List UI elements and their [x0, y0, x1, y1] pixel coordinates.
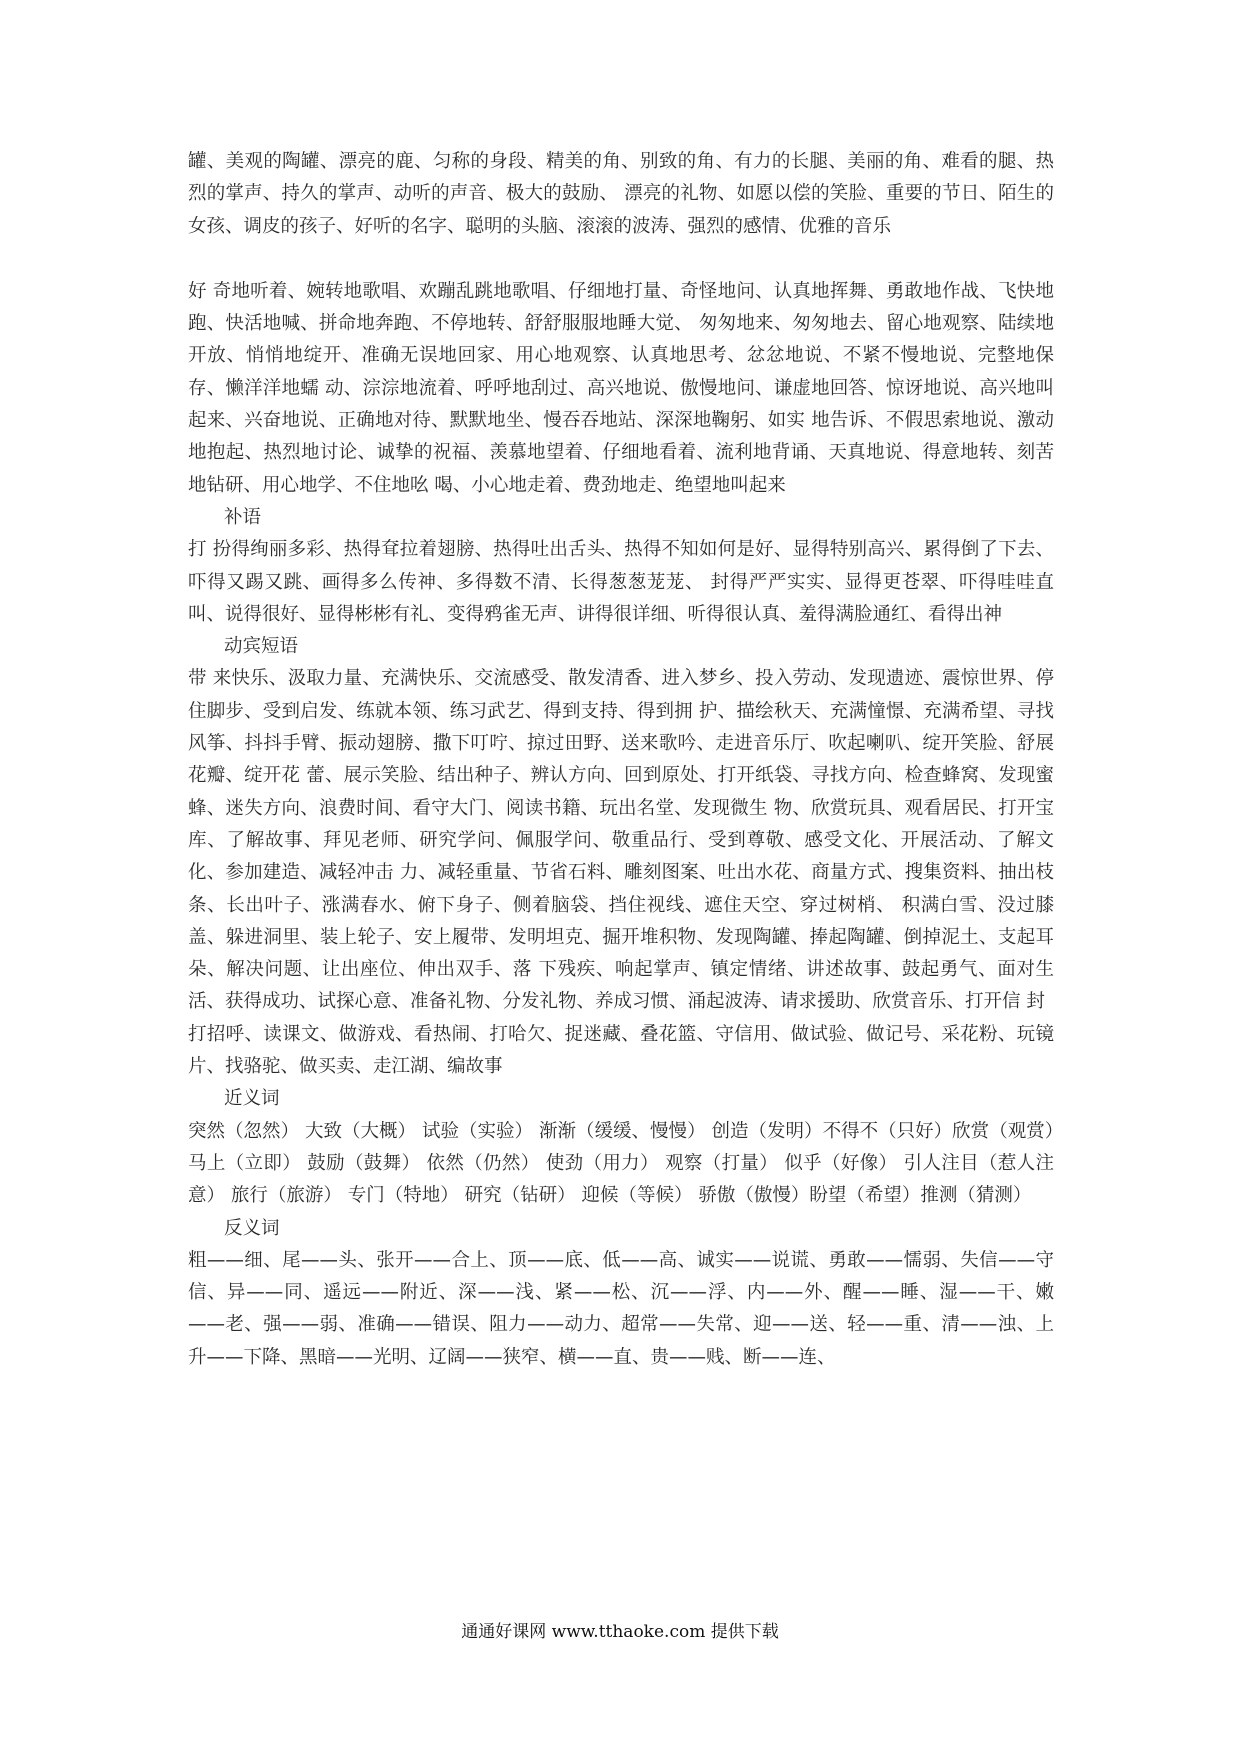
section-heading: 动宾短语 [224, 636, 299, 658]
paragraph: 粗——细、尾——头、张开——合上、顶——底、低——高、诚实——说谎、勇敢——懦弱、失信——守信、异——同、遥远——附近、深——浅、紧——松、沉——浮、内——外、醒——睡、湿——干、嫩——老、强——弱、准确——错误、阻力——动力、超常——失常、迎——送、轻——重、清——浊、上升——下降、黑暗——光明、辽阔——狭窄、横——直、贵——贱、断——连、 [188, 1249, 1054, 1368]
paragraph: 罐、美观的陶罐、漂亮的鹿、匀称的身段、精美的角、别致的角、有力的长腿、美丽的角、难看的腿、热烈的掌声、持久的掌声、动听的声音、极大的鼓励、 漂亮的礼物、如愿以偿的笑脸、重要的节日、陌生的女孩、调皮的孩子、好听的名字、聪明的头脑、滚滚的波涛、强烈的感情、优雅的音乐 [188, 151, 1054, 237]
paragraph: 带 来快乐、汲取力量、充满快乐、交流感受、散发清香、进入梦乡、投入劳动、发现遗迹、震惊世界、停住脚步、受到启发、练就本领、练习武艺、得到支持、得到拥 护、描绘秋天、充满憧憬、充满希望、寻找风筝、抖抖手臂、振动翅膀、撒下叮咛、掠过田野、送来歌吟、走进音乐厅、吹起喇叭、绽开笑脸、舒展花瓣、绽开花 蕾、展示笑脸、结出种子、辨认方向、回到原处、打开纸袋、寻找方向、检查蜂窝、发现蜜蜂、迷失方向、浪费时间、看守大门、阅读书籍、玩出名堂、发现微生 物、欣赏玩具、观看居民、打开宝库、了解故事、拜见老师、研究学问、佩服学问、敬重品行、受到尊敬、感受文化、开展活动、了解文化、参加建造、减轻冲击 力、减轻重量、节省石料、雕刻图案、吐出水花、商量方式、搜集资料、抽出枝条、长出叶子、涨满春水、俯下身子、侧着脑袋、挡住视线、遮住天空、穿过树梢、 积满白雪、没过膝盖、躲进洞里、装上轮子、安上履带、发明坦克、掘开堆积物、发现陶罐、捧起陶罐、倒掉泥土、支起耳朵、解决问题、让出座位、伸出双手、落 下残疾、响起掌声、镇定情绪、讲述故事、鼓起勇气、面对生活、获得成功、试探心意、准备礼物、分发礼物、养成习惯、涌起波涛、请求援助、欣赏音乐、打开信 封 [188, 668, 1054, 1013]
section-heading: 补语 [224, 506, 262, 528]
paragraph: 打招呼、读课文、做游戏、看热闹、打哈欠、捉迷藏、叠花篮、守信用、做试验、做记号、采花粉、玩镜片、找骆驼、做买卖、走江湖、编故事 [188, 1023, 1054, 1078]
paragraph-gap [188, 243, 1054, 276]
paragraph: 好 奇地听着、婉转地歌唱、欢蹦乱跳地歌唱、仔细地打量、奇怪地问、认真地挥舞、勇敢地作战、飞快地跑、快活地喊、拼命地奔跑、不停地转、舒舒服服地睡大觉、 匆匆地来、匆匆地去、留心地观察、陆续地开放、悄悄地绽开、准确无误地回家、用心地观察、认真地思考、忿忿地说、不紧不慢地说、完整地保存、懒洋洋地蠕 动、淙淙地流着、呼呼地刮过、高兴地说、傲慢地问、谦虚地回答、惊讶地说、高兴地叫起来、兴奋地说、正确地对待、默默地坐、慢吞吞地站、深深地鞠躬、如实 地告诉、不假思索地说、激动地抱起、热烈地讨论、诚挚的祝福、羡慕地望着、仔细地看着、流利地背诵、天真地说、得意地转、刻苦地钻研、用心地学、不住地吆 喝、小心地走着、费劲地走、绝望地叫起来 [188, 280, 1054, 496]
section-heading: 反义词 [224, 1217, 280, 1239]
section-heading: 近义词 [224, 1088, 280, 1110]
paragraph: 突然（忽然） 大致（大概） 试验（实验） 渐渐（缓缓、慢慢） 创造（发明）不得不（只好）欣赏（观赏）马上（立即） 鼓励（鼓舞） 依然（仍然） 使劲（用力） 观察（打量） 似乎（好像） 引人注目（惹人注意） 旅行（旅游） 专门（特地） 研究（钻研） 迎候（等候） 骄傲（傲慢）盼望（希望）推测（猜测） [188, 1120, 1054, 1207]
document-body [188, 146, 1054, 1374]
paragraph: 打 扮得绚丽多彩、热得耷拉着翅膀、热得吐出舌头、热得不知如何是好、显得特别高兴、累得倒了下去、吓得又踢又跳、画得多么传神、多得数不清、长得葱葱茏茏、 封得严严实实、显得更苍翠、吓得哇哇直叫、说得很好、显得彬彬有礼、变得鸦雀无声、讲得很详细、听得很认真、羞得满脸通红、看得出神 [188, 539, 1054, 625]
page-footer: 通通好课网 www.tthaoke.com 提供下载 [461, 1622, 779, 1642]
